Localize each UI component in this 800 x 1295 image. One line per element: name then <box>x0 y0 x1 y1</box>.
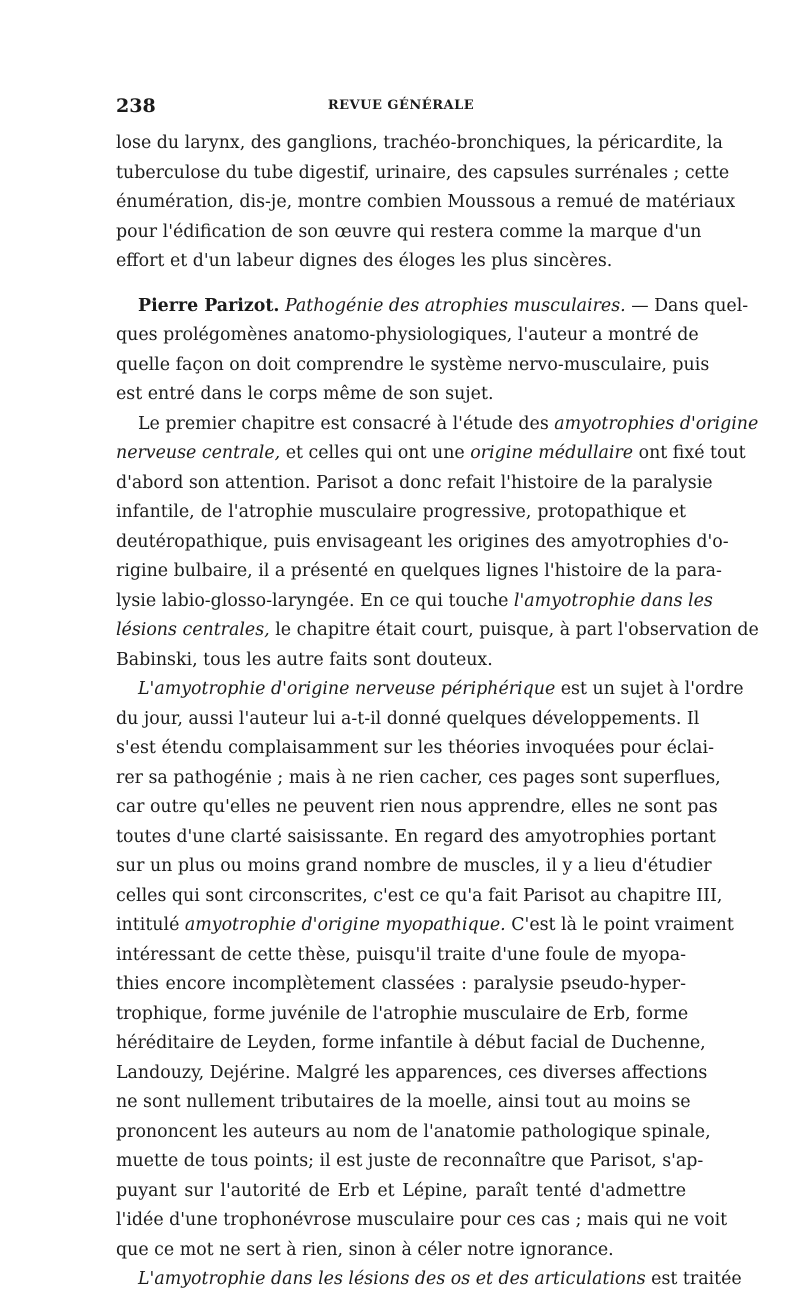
text-line: s'est étendu complaisamment sur les théories invoquées pour éclai- <box>116 738 714 758</box>
text-fragment: est traitée <box>651 1269 742 1289</box>
text-line <box>116 410 759 440</box>
italic-term: origine médullaire <box>470 443 634 463</box>
paragraph-4 <box>116 675 744 1265</box>
text-fragment: lysie labio-glosso-laryngée. En ce qui touche <box>116 590 509 611</box>
text-line: muette de tous points; il est juste de reconnaître que Parisot, s'ap- <box>116 1151 704 1171</box>
text-line <box>116 587 713 617</box>
page-header <box>116 95 686 123</box>
running-head: REVUE GÉNÉRALE <box>327 98 475 113</box>
text-fragment: le chapitre était court, puisque, à part l'observation de <box>275 620 759 640</box>
body-text <box>116 129 759 1295</box>
italic-term: L'amyotrophie dans les lésions des os et des articulations <box>138 1269 646 1289</box>
paragraph-2 <box>116 292 749 410</box>
text-line: infantile, de l'atrophie musculaire progressive, protopathique et <box>116 502 686 522</box>
text-line: du jour, aussi l'auteur lui a-t-il donné quelques développements. Il <box>116 708 700 729</box>
paragraph-3 <box>116 410 759 676</box>
text-line: toutes d'une clarté saisissante. En regard des amyotrophies portant <box>116 826 716 847</box>
italic-term: lésions centrales, <box>116 620 270 640</box>
page <box>116 95 759 1295</box>
text-line: ne sont nullement tributaires de la moelle, ainsi tout au moins se <box>116 1092 691 1112</box>
text-line <box>116 911 734 941</box>
text-line: effort et d'un labeur dignes des éloges les plus sincères. <box>116 251 613 271</box>
text-line <box>116 675 744 705</box>
text-line: Landouzy, Dejérine. Malgré les apparences, ces diverses affections <box>116 1062 708 1083</box>
text-fragment: et celles qui ont une <box>285 443 465 463</box>
italic-term: amyotrophies d'origine <box>554 413 759 434</box>
text-line: rer sa pathogénie ; mais à ne rien cacher, ces pages sont superflues, <box>116 767 721 788</box>
text-line: énumération, dis-je, montre combien Moussous a remué de matériaux <box>116 192 736 212</box>
text-line: celles qui sont circonscrites, c'est ce qu'a fait Parisot au chapitre III, <box>116 885 723 906</box>
text-line: d'abord son attention. Parisot a donc refait l'histoire de la paralysie <box>116 472 713 493</box>
text-fragment: intitulé <box>116 915 180 935</box>
text-line: Babinski, tous les autre faits sont douteux. <box>116 649 493 670</box>
text-line: l'idée d'une trophonévrose musculaire pour ces cas ; mais qui ne voit <box>116 1210 728 1230</box>
text-line: thies encore incomplètement classées : paralysie pseudo-hyper- <box>116 974 686 994</box>
italic-term: amyotrophie d'origine myopathique. <box>184 915 506 935</box>
text-line: lose du larynx, des ganglions, trachéo-bronchiques, la péricardite, la <box>116 133 723 153</box>
text-line: que ce mot ne sert à rien, sinon à céler notre ignorance. <box>116 1239 614 1260</box>
text-line: héréditaire de Leyden, forme infantile à début facial de Duchenne, <box>116 1033 706 1053</box>
text-line <box>116 1265 742 1295</box>
text-line: ques prolégomènes anatomo-physiologiques, l'auteur a montré de <box>116 325 699 345</box>
text-line: deutéropathique, puis envisageant les origines des amyotrophies d'o- <box>116 531 729 552</box>
text-line: pour l'édification de son œuvre qui restera comme la marque d'un <box>116 221 702 242</box>
author-name: Pierre Parizot. <box>138 295 280 316</box>
text-line <box>116 616 759 646</box>
text-line: car outre qu'elles ne peuvent rien nous apprendre, elles ne sont pas <box>116 797 718 817</box>
text-line: rigine bulbaire, il a présenté en quelques lignes l'histoire de la para- <box>116 561 722 581</box>
text-line: est entré dans le corps même de son sujet. <box>116 384 494 404</box>
italic-term: L'amyotrophie d'origine nerveuse périphérique <box>138 679 556 699</box>
paragraph-1 <box>116 129 736 277</box>
text-line: tuberculose du tube digestif, urinaire, des capsules surrénales ; cette <box>116 162 730 183</box>
paragraph-5 <box>116 1265 742 1295</box>
page-number: 238 <box>116 95 156 117</box>
work-title: Pathogénie des atrophies musculaires. <box>284 295 626 316</box>
text-line: puyant sur l'autorité de Erb et Lépine, paraît tenté d'admettre <box>116 1180 686 1201</box>
section-gap <box>116 277 686 292</box>
text-fragment: ont fixé tout <box>638 443 746 463</box>
text-line: prononcent les auteurs au nom de l'anatomie pathologique spinale, <box>116 1121 711 1142</box>
text-fragment: C'est là le point vraiment <box>511 915 734 935</box>
italic-term: nerveuse centrale, <box>116 443 281 463</box>
text-fragment: Le premier chapitre est consacré à l'étude des <box>138 413 549 434</box>
text-line: trophique, forme juvénile de l'atrophie musculaire de Erb, forme <box>116 1003 689 1024</box>
text-line: sur un plus ou moins grand nombre de muscles, il y a lieu d'étudier <box>116 856 712 876</box>
text-line <box>116 292 749 322</box>
text-line: intéressant de cette thèse, puisqu'il traite d'une foule de myopa- <box>116 944 686 965</box>
text-fragment: — Dans quel- <box>631 295 749 316</box>
italic-term: l'amyotrophie dans les <box>513 590 713 611</box>
text-line: quelle façon on doit comprendre le système nervo-musculaire, puis <box>116 354 710 375</box>
text-line <box>116 439 746 469</box>
text-fragment: est un sujet à l'ordre <box>560 679 744 699</box>
